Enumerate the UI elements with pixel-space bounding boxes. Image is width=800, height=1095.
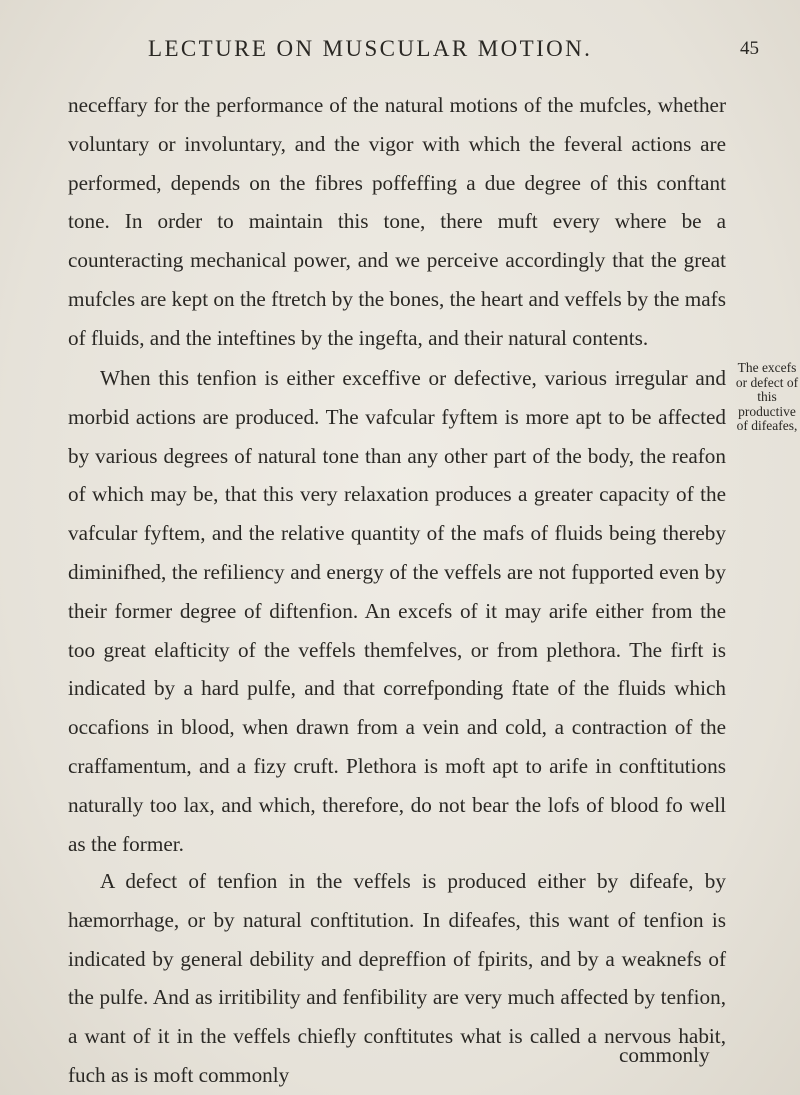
paragraph-tension-excess: When this tenfion is either exceffive or defective, various irregular and morbid actions are produced. The vafcular fyftem is more apt to be affected by various degrees of natural tone than any other part of the body, the reafon of which may be, that this very relaxation produces a greater capacity of the vafcular fyftem, and the relative quantity of the mafs of fluids being thereby diminifhed, the refiliency and energy of the veffels are not fupported even by their former degree of diftenfion. An excefs of it may arife either from the too great elafticity of the veffels themfelves, or from plethora. The firft is indicated by a hard pulfe, and that correfponding ftate of the fluids which occafions in blood, when drawn from a vein and cold, a contraction of the craffamentum, and a fizy cruft. Plethora is moft apt to arife in conftitutions naturally too lax, and which, therefore, do not bear the lofs of blood fo well as the former. xyxy=(68,366,726,856)
paragraph-tension-defect: A defect of tenfion in the veffels is produced either by difeafe, by hæmorrhage, or by natural conftitution. In difeafes, this want of tenfion is indicated by general debility and depreffion of fpirits, and by a weaknefs of the pulfe. And as irritibility and fenfibility are very much affected by tenfion, a want of it in the veffels chiefly conftitutes what is called a nervous habit, fuch as is moft commonly xyxy=(68,869,726,1087)
running-header: LECTURE ON MUSCULAR MOTION. xyxy=(148,36,593,61)
paragraph-tone-of-muscles: neceffary for the performance of the natural motions of the mufcles, whether voluntary or involuntary, and the vigor with which the feveral actions are performed, depends on the fibres poffeffing a due degree of this conftant tone. In order to maintain this tone, there muft every where be a counteracting mechanical power, and we perceive accordingly that the great mufcles are kept on the ftretch by the bones, the heart and veffels by the mafs of fluids, and the inteftines by the ingefta, and their natural contents. xyxy=(68,93,726,350)
catchword: commonly xyxy=(619,1043,710,1067)
marginal-note: The excefs or defect of this productive of difeafes, xyxy=(735,360,799,433)
page-number: 45 xyxy=(740,38,759,59)
